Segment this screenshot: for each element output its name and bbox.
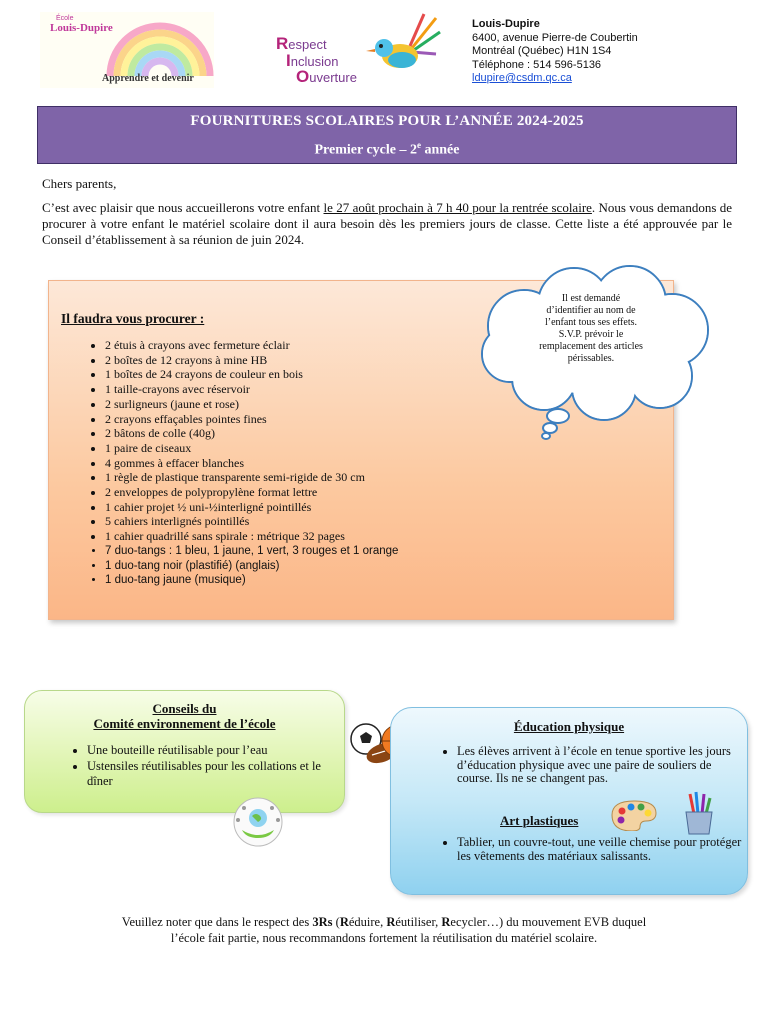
earth-hands-icon [230,796,286,848]
address-street: 6400, avenue Pierre-de Coubertin [472,31,638,44]
environment-advice-box [24,690,345,813]
list-item: • 5 cahiers interlignés pointillés [105,514,398,529]
list-item: • 2 surligneurs (jaune et rose) [105,397,398,412]
paint-palette-icon [608,797,658,831]
environment-list [69,743,344,790]
subtitle-cycle: Premier cycle – 2 [314,142,417,158]
list-item: • 1 duo-tang noir (plastifié) (anglais) [105,559,398,574]
list-item: • Ustensiles réutilisables pour les collations et le dîner [87,759,344,790]
intro-text-start: C’est avec plaisir que nous accueillerons votre enfant [42,200,324,215]
cloud-line: d’identifier au nom de [546,305,636,316]
address-email-link[interactable]: ldupire@csdm.qc.ca [472,72,572,84]
footer-3rs: 3Rs [312,915,333,929]
footer-r-reutiliser: R [386,915,396,929]
intro-paragraph [42,200,732,248]
values-logo-inclusion: nclusion [290,54,339,69]
pencil-cup-icon [680,790,716,836]
list-item: • 2 crayons effaçables pointes fines [105,412,398,427]
list-item: • 1 cahier quadrillé sans spirale : métrique 32 pages [105,529,398,544]
list-item: • Une bouteille réutilisable pour l’eau [87,743,344,759]
values-logo-r: R [276,34,289,53]
intro-text-rest: . Nous vous demandons de procurer à votre enfant le matériel scolaire dont il aura besoin dès les premiers jours de classe. Cette liste a été approuvée par le Conseil d’établissement à sa réunion de juin 2024. [42,200,732,247]
intro-date-underlined: le 27 août prochain à 7 h 40 pour la rentrée scolaire [323,200,592,215]
footer-reutiliser: éutiliser, [395,915,442,929]
rainbow-icon [100,18,220,80]
greeting: Chers parents, [42,176,117,191]
school-address [472,18,638,86]
footer-text: Veuillez noter que dans le respect des [121,915,313,929]
art-heading: Art plastiques [500,813,579,828]
cloud-line: remplacement des articles [539,341,643,352]
pe-list [439,745,747,786]
values-logo [274,12,444,84]
values-logo-ouverture: uverture [309,70,357,85]
values-logo-i: I [286,51,291,70]
supply-list-heading: Il faudra vous procurer : [61,311,205,326]
list-item: • 1 règle de plastique transparente semi-rigide de 30 cm [105,470,398,485]
list-item: • 4 gommes à effacer blanches [105,456,398,471]
pe-heading: Éducation physique [513,719,625,734]
list-item: • 2 étuis à crayons avec fermeture éclair [105,338,398,353]
environment-heading-2: Comité environnement de l’école [93,716,276,731]
cloud-line: S.V.P. prévoir le [558,329,624,340]
subtitle-superscript: e [416,140,421,150]
list-item: • 2 boîtes de 12 crayons à mine HB [105,353,398,368]
school-logo-small-text: École [56,15,74,22]
subtitle-year: année [420,142,460,158]
footer-reduire: éduire, [348,915,387,929]
list-item: • 1 taille-crayons avec réservoir [105,382,398,397]
list-item: • 1 duo-tang jaune (musique) [105,573,398,588]
cloud-note [510,293,672,365]
values-logo-respect: espect [288,37,327,52]
address-org: Louis-Dupire [472,18,540,30]
list-item: • 2 enveloppes de polypropylène format lettre [105,485,398,500]
list-item: • 7 duo-tangs : 1 bleu, 1 jaune, 1 vert, 3 rouges et 1 orange [105,544,398,559]
list-item: • 1 cahier projet ½ uni-½interligné pointillés [105,500,398,515]
list-item: • Les élèves arrivent à l’école en tenue sportive les jours d’éducation physique avec une paire de souliers de course. Ils ne se changent pas. [457,745,747,786]
footer-note [110,914,658,946]
address-phone: Téléphone : 514 596-5136 [472,58,602,71]
footer-recycler-rest: ecycler…) du mouvement EVB duquel l’école fait partie, nous recommandons fortement la réutilisation du matériel scolaire. [170,915,647,945]
school-logo-motto: Apprendre et devenir [102,73,194,84]
page-title: FOURNITURES SCOLAIRES POUR L’ANNÉE 2024-2025 [190,113,584,129]
address-city: Montréal (Québec) H1N 1S4 [472,45,612,57]
supply-list [87,338,398,588]
list-item: • Tablier, un couvre-tout, une veille chemise pour protéger les vêtements des matériaux salissants. [457,836,747,863]
footer-paren: ( [332,915,340,929]
title-banner [37,106,737,164]
art-list [439,836,747,863]
footer-r-reduire: R [339,915,349,929]
school-logo-name: Louis-Dupire [50,22,113,34]
footer-r-recycler: R [441,915,451,929]
cloud-line: périssables. [567,353,615,364]
list-item: • 2 bâtons de colle (40g) [105,426,398,441]
environment-heading-1: Conseils du [152,701,217,716]
list-item: • 1 paire de ciseaux [105,441,398,456]
school-logo [40,12,214,88]
values-logo-o: O [296,67,310,86]
cloud-line: Il est demandé [561,293,621,304]
cloud-line: l’enfant tous ses effets. [544,317,637,328]
list-item: • 1 boîtes de 24 crayons de couleur en bois [105,367,398,382]
page-subtitle [38,140,736,159]
bird-icon [366,12,442,84]
